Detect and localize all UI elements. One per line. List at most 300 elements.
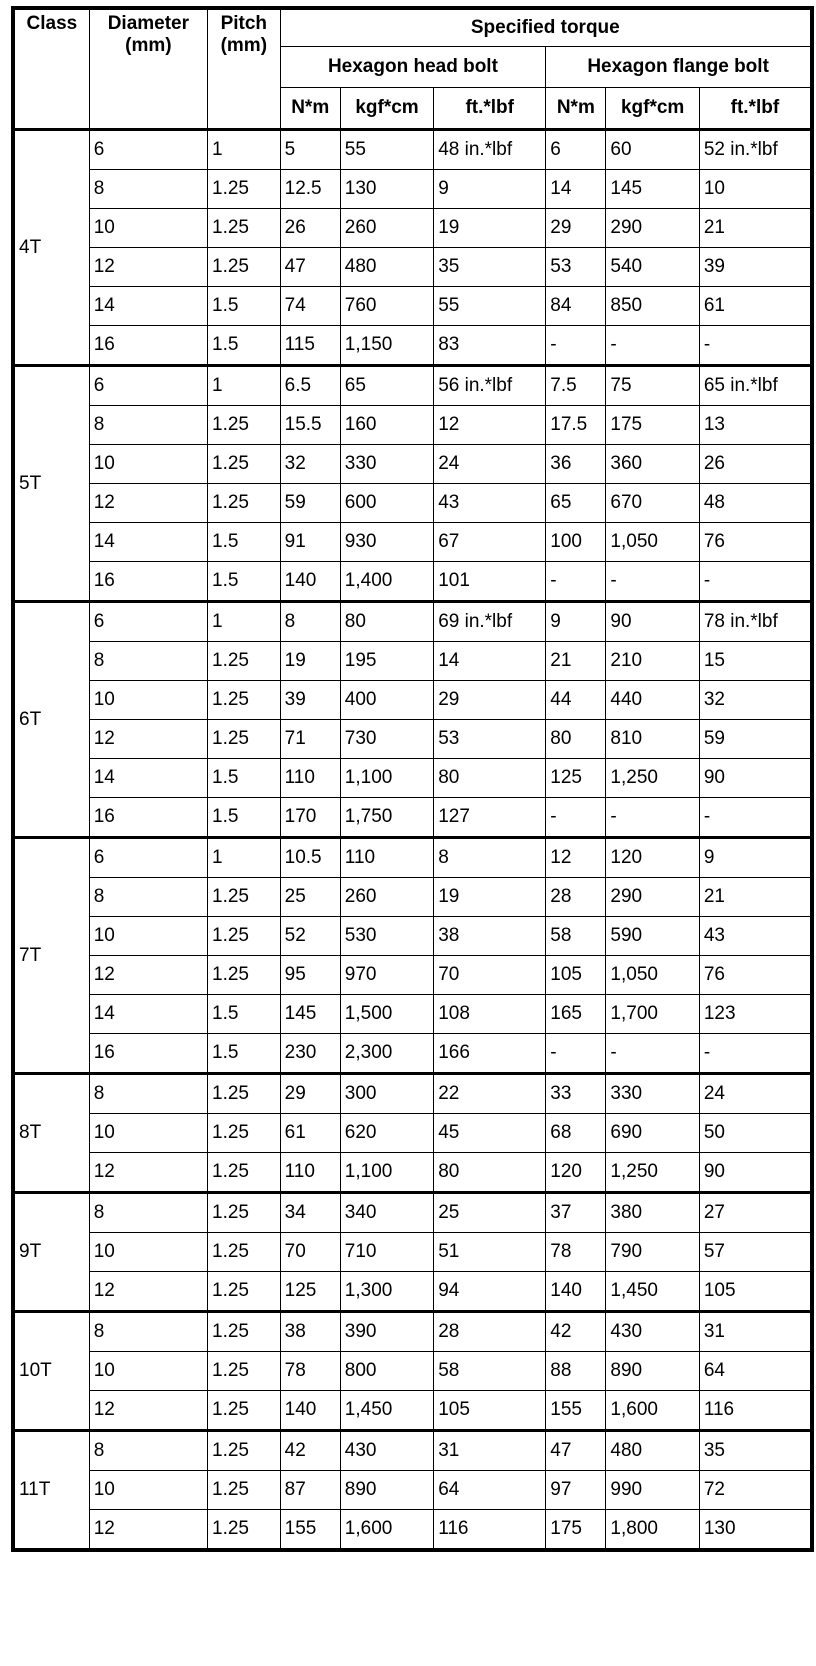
table-cell: 26 <box>699 445 810 484</box>
table-cell: 48 in.*lbf <box>434 130 546 170</box>
table-row <box>15 1272 811 1312</box>
table-row <box>15 523 811 562</box>
table-cell: 110 <box>340 838 433 878</box>
table-cell: 790 <box>606 1233 699 1272</box>
table-cell: 155 <box>280 1510 340 1549</box>
table-cell: 80 <box>546 720 606 759</box>
table-cell: 12 <box>89 720 207 759</box>
table-cell: 10 <box>699 170 810 209</box>
table-cell: 87 <box>280 1471 340 1510</box>
table-cell: 430 <box>340 1431 433 1471</box>
table-row <box>15 1352 811 1391</box>
table-cell: - <box>699 562 810 602</box>
table-row <box>15 1391 811 1431</box>
table-cell: 290 <box>606 209 699 248</box>
table-cell: 31 <box>434 1431 546 1471</box>
table-cell: - <box>546 798 606 838</box>
table-cell: 360 <box>606 445 699 484</box>
table-cell: 16 <box>89 1034 207 1074</box>
hex-head-bolt-header: Hexagon head bolt <box>280 47 546 88</box>
table-cell: 80 <box>434 759 546 798</box>
table-cell: 7.5 <box>546 366 606 406</box>
table-cell: 26 <box>280 209 340 248</box>
table-cell: 13 <box>699 406 810 445</box>
table-row <box>15 838 811 878</box>
table-cell: 8 <box>89 1193 207 1233</box>
table-cell: 1,500 <box>340 995 433 1034</box>
table-cell: 68 <box>546 1114 606 1153</box>
table-cell: - <box>546 1034 606 1074</box>
table-cell: 10 <box>89 1352 207 1391</box>
table-cell: 290 <box>606 878 699 917</box>
class-header: Class <box>15 10 90 130</box>
table-cell: 55 <box>434 287 546 326</box>
torque-table <box>14 9 811 1549</box>
table-cell: 6 <box>546 130 606 170</box>
table-cell: 9 <box>546 602 606 642</box>
table-cell: 51 <box>434 1233 546 1272</box>
table-cell: 1,450 <box>606 1272 699 1312</box>
table-cell: 1.25 <box>208 170 281 209</box>
table-cell: 260 <box>340 209 433 248</box>
table-cell: 10 <box>89 1114 207 1153</box>
table-cell: 730 <box>340 720 433 759</box>
table-cell: 1.5 <box>208 523 281 562</box>
table-row <box>15 1153 811 1193</box>
table-cell: 1.25 <box>208 1114 281 1153</box>
table-cell: 1.25 <box>208 1272 281 1312</box>
table-cell: 78 in.*lbf <box>699 602 810 642</box>
table-cell: 53 <box>546 248 606 287</box>
table-row <box>15 1233 811 1272</box>
table-cell: 970 <box>340 956 433 995</box>
table-cell: 64 <box>434 1471 546 1510</box>
table-cell: 6.5 <box>280 366 340 406</box>
table-cell: 90 <box>699 759 810 798</box>
table-cell: 29 <box>434 681 546 720</box>
table-cell: 97 <box>546 1471 606 1510</box>
table-cell: 330 <box>606 1074 699 1114</box>
table-cell: 1.25 <box>208 1431 281 1471</box>
table-cell: 76 <box>699 956 810 995</box>
class-cell: 10T <box>15 1312 90 1431</box>
table-cell: 1.25 <box>208 1193 281 1233</box>
table-cell: 29 <box>280 1074 340 1114</box>
table-cell: 74 <box>280 287 340 326</box>
table-cell: 36 <box>546 445 606 484</box>
table-cell: 9 <box>434 170 546 209</box>
table-cell: - <box>546 326 606 366</box>
class-cell: 7T <box>15 838 90 1074</box>
table-cell: 140 <box>280 562 340 602</box>
table-cell: 108 <box>434 995 546 1034</box>
table-cell: 76 <box>699 523 810 562</box>
table-cell: 340 <box>340 1193 433 1233</box>
table-cell: 115 <box>280 326 340 366</box>
table-cell: 120 <box>546 1153 606 1193</box>
table-cell: 17.5 <box>546 406 606 445</box>
table-cell: 1.25 <box>208 956 281 995</box>
table-cell: 123 <box>699 995 810 1034</box>
table-row <box>15 248 811 287</box>
table-cell: 101 <box>434 562 546 602</box>
table-cell: 37 <box>546 1193 606 1233</box>
table-cell: 1.25 <box>208 681 281 720</box>
table-cell: 380 <box>606 1193 699 1233</box>
table-cell: 16 <box>89 326 207 366</box>
table-cell: 88 <box>546 1352 606 1391</box>
table-cell: 140 <box>546 1272 606 1312</box>
table-cell: 1.25 <box>208 209 281 248</box>
table-cell: - <box>606 1034 699 1074</box>
table-cell: 155 <box>546 1391 606 1431</box>
table-cell: 59 <box>699 720 810 759</box>
table-row <box>15 681 811 720</box>
table-cell: 83 <box>434 326 546 366</box>
table-cell: 1.5 <box>208 287 281 326</box>
table-cell: 125 <box>546 759 606 798</box>
table-cell: 1 <box>208 130 281 170</box>
table-cell: 58 <box>546 917 606 956</box>
table-cell: 116 <box>699 1391 810 1431</box>
table-cell: 1 <box>208 602 281 642</box>
table-cell: 29 <box>546 209 606 248</box>
table-cell: 170 <box>280 798 340 838</box>
table-cell: 75 <box>606 366 699 406</box>
table-cell: 10 <box>89 917 207 956</box>
table-cell: 32 <box>699 681 810 720</box>
table-cell: 78 <box>280 1352 340 1391</box>
table-cell: 78 <box>546 1233 606 1272</box>
table-cell: 6 <box>89 602 207 642</box>
table-cell: 930 <box>340 523 433 562</box>
table-cell: 10 <box>89 445 207 484</box>
table-cell: 12 <box>89 1510 207 1549</box>
table-cell: 1.25 <box>208 642 281 681</box>
table-cell: 620 <box>340 1114 433 1153</box>
table-cell: 175 <box>606 406 699 445</box>
table-cell: 8 <box>89 1312 207 1352</box>
table-row <box>15 1034 811 1074</box>
table-cell: 50 <box>699 1114 810 1153</box>
table-cell: 990 <box>606 1471 699 1510</box>
table-row <box>15 1074 811 1114</box>
table-cell: 8 <box>89 878 207 917</box>
table-cell: 27 <box>699 1193 810 1233</box>
table-cell: 71 <box>280 720 340 759</box>
table-cell: 1.25 <box>208 484 281 523</box>
unit-header: kgf*cm <box>606 88 699 130</box>
table-cell: 1.25 <box>208 1312 281 1352</box>
table-cell: 31 <box>699 1312 810 1352</box>
header-row-1 <box>15 10 811 47</box>
table-cell: 47 <box>546 1431 606 1471</box>
table-cell: 1,400 <box>340 562 433 602</box>
unit-header: ft.*lbf <box>434 88 546 130</box>
table-cell: 48 <box>699 484 810 523</box>
class-cell: 8T <box>15 1074 90 1193</box>
specified-torque-header: Specified torque <box>280 10 810 47</box>
table-cell: 105 <box>546 956 606 995</box>
table-cell: 70 <box>280 1233 340 1272</box>
table-cell: 1,750 <box>340 798 433 838</box>
table-cell: 12 <box>89 248 207 287</box>
table-cell: 45 <box>434 1114 546 1153</box>
table-cell: 42 <box>280 1431 340 1471</box>
table-cell: 90 <box>606 602 699 642</box>
table-cell: 1,100 <box>340 759 433 798</box>
table-cell: 300 <box>340 1074 433 1114</box>
table-cell: 19 <box>434 209 546 248</box>
table-cell: 12 <box>89 1391 207 1431</box>
table-cell: 1.25 <box>208 1074 281 1114</box>
table-cell: 100 <box>546 523 606 562</box>
table-cell: 1,600 <box>606 1391 699 1431</box>
table-cell: 65 <box>546 484 606 523</box>
table-cell: 43 <box>434 484 546 523</box>
diameter-header: Diameter (mm) <box>89 10 207 130</box>
table-cell: 14 <box>89 759 207 798</box>
table-cell: 15.5 <box>280 406 340 445</box>
table-cell: 165 <box>546 995 606 1034</box>
table-row <box>15 1431 811 1471</box>
unit-header: ft.*lbf <box>699 88 810 130</box>
table-cell: 39 <box>280 681 340 720</box>
unit-header: kgf*cm <box>340 88 433 130</box>
table-cell: 84 <box>546 287 606 326</box>
table-row <box>15 170 811 209</box>
table-cell: 400 <box>340 681 433 720</box>
table-cell: 12 <box>546 838 606 878</box>
table-cell: 160 <box>340 406 433 445</box>
table-cell: 1,300 <box>340 1272 433 1312</box>
table-cell: 55 <box>340 130 433 170</box>
class-cell: 5T <box>15 366 90 602</box>
table-cell: 127 <box>434 798 546 838</box>
table-cell: 800 <box>340 1352 433 1391</box>
table-cell: 145 <box>280 995 340 1034</box>
table-cell: 195 <box>340 642 433 681</box>
table-cell: 65 in.*lbf <box>699 366 810 406</box>
table-cell: 14 <box>89 523 207 562</box>
table-row <box>15 1510 811 1549</box>
table-row <box>15 720 811 759</box>
table-cell: 1,600 <box>340 1510 433 1549</box>
table-row <box>15 759 811 798</box>
table-cell: 14 <box>546 170 606 209</box>
table-cell: 38 <box>280 1312 340 1352</box>
table-cell: 80 <box>340 602 433 642</box>
table-cell: 1.5 <box>208 995 281 1034</box>
table-row <box>15 562 811 602</box>
table-cell: 42 <box>546 1312 606 1352</box>
table-cell: 14 <box>89 287 207 326</box>
table-row <box>15 1312 811 1352</box>
table-cell: 1,100 <box>340 1153 433 1193</box>
table-cell: 1,150 <box>340 326 433 366</box>
table-cell: 38 <box>434 917 546 956</box>
table-cell: 175 <box>546 1510 606 1549</box>
table-cell: 145 <box>606 170 699 209</box>
table-cell: 1.5 <box>208 759 281 798</box>
table-cell: 94 <box>434 1272 546 1312</box>
table-cell: 810 <box>606 720 699 759</box>
table-cell: 440 <box>606 681 699 720</box>
table-cell: 690 <box>606 1114 699 1153</box>
table-row <box>15 406 811 445</box>
table-cell: 390 <box>340 1312 433 1352</box>
table-cell: 8 <box>89 642 207 681</box>
table-cell: 6 <box>89 366 207 406</box>
table-cell: 1,050 <box>606 956 699 995</box>
table-cell: 25 <box>280 878 340 917</box>
unit-header: N*m <box>546 88 606 130</box>
table-cell: 12 <box>89 1153 207 1193</box>
table-cell: 1.25 <box>208 720 281 759</box>
table-cell: 8 <box>89 1074 207 1114</box>
table-cell: 2,300 <box>340 1034 433 1074</box>
table-row <box>15 956 811 995</box>
table-row <box>15 995 811 1034</box>
table-cell: 1.25 <box>208 1233 281 1272</box>
table-cell: 21 <box>699 209 810 248</box>
table-cell: 1.25 <box>208 1153 281 1193</box>
table-cell: 210 <box>606 642 699 681</box>
table-cell: 1.25 <box>208 406 281 445</box>
table-cell: 15 <box>699 642 810 681</box>
table-cell: 260 <box>340 878 433 917</box>
table-cell: 5 <box>280 130 340 170</box>
table-cell: 1,450 <box>340 1391 433 1431</box>
table-cell: 16 <box>89 562 207 602</box>
table-cell: 24 <box>699 1074 810 1114</box>
table-cell: 1.25 <box>208 1391 281 1431</box>
class-cell: 11T <box>15 1431 90 1549</box>
table-cell: 130 <box>699 1510 810 1549</box>
table-cell: - <box>699 326 810 366</box>
table-cell: 12.5 <box>280 170 340 209</box>
table-cell: 1.5 <box>208 1034 281 1074</box>
table-row <box>15 130 811 170</box>
table-cell: 670 <box>606 484 699 523</box>
table-cell: 47 <box>280 248 340 287</box>
table-row <box>15 798 811 838</box>
table-cell: 850 <box>606 287 699 326</box>
table-cell: 43 <box>699 917 810 956</box>
table-cell: 67 <box>434 523 546 562</box>
table-cell: 12 <box>89 484 207 523</box>
table-cell: 166 <box>434 1034 546 1074</box>
table-cell: 760 <box>340 287 433 326</box>
table-cell: 91 <box>280 523 340 562</box>
table-cell: 12 <box>434 406 546 445</box>
table-cell: 540 <box>606 248 699 287</box>
table-cell: 1 <box>208 838 281 878</box>
table-row <box>15 326 811 366</box>
table-cell: 430 <box>606 1312 699 1352</box>
table-cell: 19 <box>434 878 546 917</box>
hex-flange-bolt-header: Hexagon flange bolt <box>546 47 811 88</box>
table-cell: 12 <box>89 956 207 995</box>
table-cell: 110 <box>280 759 340 798</box>
table-cell: 1,250 <box>606 1153 699 1193</box>
table-cell: 52 in.*lbf <box>699 130 810 170</box>
unit-header: N*m <box>280 88 340 130</box>
table-cell: 22 <box>434 1074 546 1114</box>
table-cell: 125 <box>280 1272 340 1312</box>
table-cell: 61 <box>280 1114 340 1153</box>
table-cell: 39 <box>699 248 810 287</box>
table-cell: 600 <box>340 484 433 523</box>
table-cell: 1,050 <box>606 523 699 562</box>
class-cell: 9T <box>15 1193 90 1312</box>
torque-table-frame <box>11 6 814 1552</box>
table-cell: - <box>606 798 699 838</box>
table-cell: 1,800 <box>606 1510 699 1549</box>
table-row <box>15 917 811 956</box>
table-cell: 890 <box>340 1471 433 1510</box>
table-cell: 1.25 <box>208 1352 281 1391</box>
table-cell: 35 <box>434 248 546 287</box>
table-cell: 105 <box>434 1391 546 1431</box>
table-cell: 480 <box>340 248 433 287</box>
table-cell: 1,250 <box>606 759 699 798</box>
table-cell: 34 <box>280 1193 340 1233</box>
table-cell: 1.25 <box>208 445 281 484</box>
table-cell: 1,700 <box>606 995 699 1034</box>
table-cell: 59 <box>280 484 340 523</box>
table-cell: 64 <box>699 1352 810 1391</box>
class-cell: 4T <box>15 130 90 366</box>
table-cell: 116 <box>434 1510 546 1549</box>
table-cell: 25 <box>434 1193 546 1233</box>
table-row <box>15 287 811 326</box>
table-cell: 130 <box>340 170 433 209</box>
table-cell: 33 <box>546 1074 606 1114</box>
table-cell: 24 <box>434 445 546 484</box>
table-cell: 21 <box>546 642 606 681</box>
table-cell: 710 <box>340 1233 433 1272</box>
table-cell: 53 <box>434 720 546 759</box>
table-cell: 8 <box>280 602 340 642</box>
table-cell: 52 <box>280 917 340 956</box>
table-row <box>15 366 811 406</box>
table-cell: 10 <box>89 1471 207 1510</box>
table-cell: 140 <box>280 1391 340 1431</box>
table-cell: 58 <box>434 1352 546 1391</box>
table-cell: 8 <box>89 1431 207 1471</box>
table-cell: 8 <box>434 838 546 878</box>
table-cell: - <box>606 326 699 366</box>
table-cell: 890 <box>606 1352 699 1391</box>
table-cell: 72 <box>699 1471 810 1510</box>
table-cell: 8 <box>89 406 207 445</box>
table-row <box>15 602 811 642</box>
table-cell: 1.25 <box>208 878 281 917</box>
table-cell: 9 <box>699 838 810 878</box>
table-row <box>15 1471 811 1510</box>
table-cell: 65 <box>340 366 433 406</box>
table-row <box>15 209 811 248</box>
table-cell: 1.5 <box>208 326 281 366</box>
table-cell: 10.5 <box>280 838 340 878</box>
table-cell: 12 <box>89 1272 207 1312</box>
table-cell: 28 <box>546 878 606 917</box>
table-cell: 16 <box>89 798 207 838</box>
table-cell: 32 <box>280 445 340 484</box>
table-cell: 10 <box>89 1233 207 1272</box>
table-cell: 10 <box>89 681 207 720</box>
